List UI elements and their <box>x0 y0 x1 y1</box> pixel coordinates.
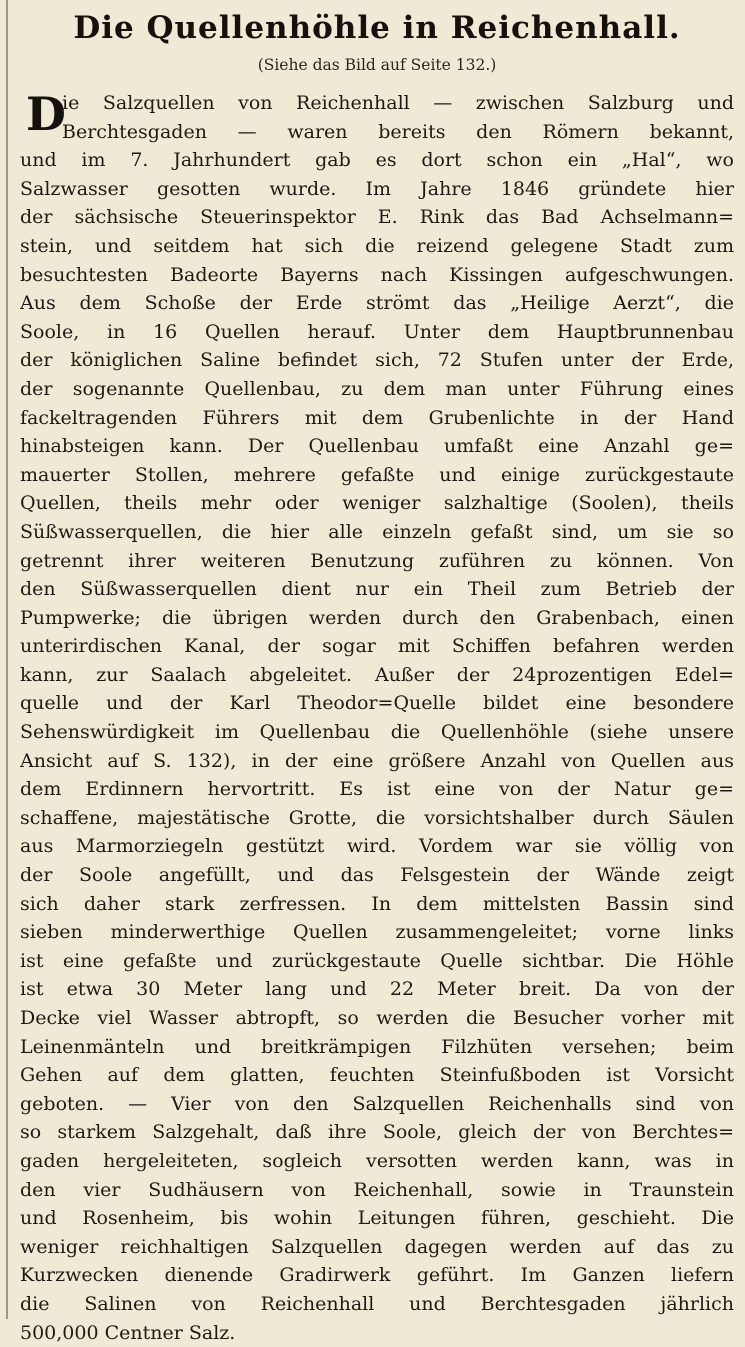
text-line: unterirdischen Kanal, der sogar mit Schiffen befahren werden <box>20 635 734 658</box>
text-line: ist etwa 30 Meter lang und 22 Meter breit. Da von der <box>20 978 734 1001</box>
text-line: fackeltragenden Führers mit dem Grubenlichte in der Hand <box>20 406 734 429</box>
text-line: sieben minderwerthige Quellen zusammengeleitet; vorne links <box>20 921 734 944</box>
page-edge-rule <box>6 0 8 1319</box>
text-line: stein, und seitdem hat sich die reizend gelegene Stadt zum <box>20 234 734 257</box>
text-line: gaden hergeleiteten, sogleich versotten werden kann, was in <box>20 1149 734 1172</box>
article-subtitle: (Siehe das Bild auf Seite 132.) <box>257 56 497 74</box>
text-line: aus Marmorziegeln gestützt wird. Vordem war sie völlig von <box>20 835 734 858</box>
text-line: und Rosenheim, bis wohin Leitungen führen, geschieht. Die <box>20 1207 734 1230</box>
text-line: Kurzwecken dienende Gradirwerk geführt. Im Ganzen liefern <box>20 1264 734 1287</box>
text-line: Süßwasserquellen, die hier alle einzeln gefaßt sind, um sie so <box>20 520 734 543</box>
text-line: mauerter Stollen, mehrere gefaßte und einige zurückgestaute <box>20 463 734 486</box>
text-line: hinabsteigen kann. Der Quellenbau umfaßt eine Anzahl ge= <box>20 435 734 458</box>
drop-cap: D <box>26 87 66 141</box>
text-line: den vier Sudhäusern von Reichenhall, sowie in Traunstein <box>20 1178 734 1201</box>
text-line: ie Salzquellen von Reichenhall — zwischen Salzburg und <box>62 92 734 114</box>
text-line: Soole, in 16 Quellen herauf. Unter dem Hauptbrunnenbau <box>20 320 734 343</box>
text-line: den Süßwasserquellen dient nur ein Theil zum Betrieb der <box>20 578 734 601</box>
text-line: Berchtesgaden — waren bereits den Römern bekannt, <box>62 120 734 143</box>
text-line: Leinenmänteln und breitkrämpigen Filzhüten versehen; beim <box>20 1035 734 1058</box>
text-line: besuchtesten Badeorte Bayerns nach Kissingen aufgeschwungen. <box>20 263 734 286</box>
text-line: Salzwasser gesotten wurde. Im Jahre 1846 gründete hier <box>20 177 734 200</box>
text-line: so starkem Salzgehalt, daß ihre Soole, gleich der von Berchtes= <box>20 1121 734 1144</box>
text-line: der Soole angefüllt, und das Felsgestein der Wände zeigt <box>20 864 734 887</box>
text-line: quelle und der Karl Theodor=Quelle bildet eine besondere <box>20 692 734 715</box>
text-line: getrennt ihrer weiteren Benutzung zuführen zu können. Von <box>20 549 734 572</box>
text-line: weniger reichhaltigen Salzquellen dagegen werden auf das zu <box>20 1235 734 1258</box>
text-line: die Salinen von Reichenhall und Berchtesgaden jährlich <box>20 1292 734 1315</box>
text-line: Pumpwerke; die übrigen werden durch den Grabenbach, einen <box>20 606 734 629</box>
text-line: Gehen auf dem glatten, feuchten Steinfußboden ist Vorsicht <box>20 1064 734 1087</box>
text-line: der königlichen Saline befindet sich, 72 Stufen unter der Erde, <box>20 349 734 372</box>
text-line: der sogenannte Quellenbau, zu dem man unter Führung eines <box>20 377 734 400</box>
text-line: 500,000 Centner Salz. <box>20 1321 236 1344</box>
text-line: Aus dem Schoße der Erde strömt das „Heilige Aerzt“, die <box>20 292 734 315</box>
text-line: Ansicht auf S. 132), in der eine größere Anzahl von Quellen aus <box>20 749 734 772</box>
text-line: Decke viel Wasser abtropft, so werden die Besucher vorher mit <box>20 1007 734 1029</box>
text-line: Quellen, theils mehr oder weniger salzhaltige (Soolen), theils <box>20 492 734 515</box>
text-line: und im 7. Jahrhundert gab es dort schon ein „Hal“, wo <box>20 149 734 172</box>
text-line: der sächsische Steuerinspektor E. Rink das Bad Achselmann= <box>20 206 734 229</box>
text-line: schaffene, majestätische Grotte, die vorsichtshalber durch Säulen <box>20 806 734 829</box>
text-line: sich daher stark zerfressen. In dem mittelsten Bassin sind <box>20 892 734 915</box>
article <box>20 0 734 1344</box>
text-line: kann, zur Saalach abgeleitet. Außer der 24prozentigen Edel= <box>20 663 734 686</box>
text-line: geboten. — Vier von den Salzquellen Reichenhalls sind von <box>20 1092 734 1115</box>
article-title: Die Quellenhöhle in Reichenhall. <box>73 10 681 46</box>
text-line: Sehenswürdigkeit im Quellenbau die Quellenhöhle (siehe unsere <box>20 721 734 744</box>
text-line: dem Erdinnern hervortritt. Es ist eine von der Natur ge= <box>20 778 734 801</box>
article-body <box>20 89 734 1347</box>
text-line: ist eine gefaßte und zurückgestaute Quelle sichtbar. Die Höhle <box>20 949 734 972</box>
